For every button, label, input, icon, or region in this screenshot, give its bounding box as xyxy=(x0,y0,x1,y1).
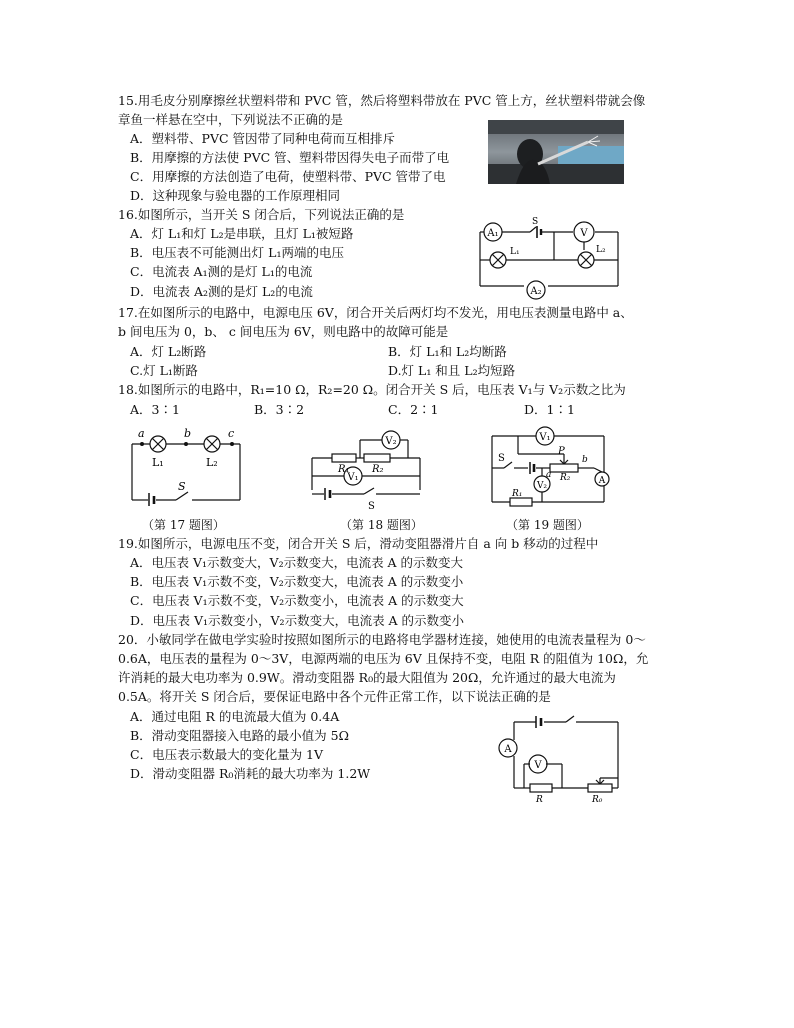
q17-point-b-label: b xyxy=(184,427,192,440)
q19-end-b-label: b xyxy=(582,455,588,465)
q19-option-b[interactable]: B．电压表 V₁示数不变，V₂示数变大，电流表 A 的示数变小 xyxy=(130,574,464,589)
q17-switch-label: S xyxy=(178,480,186,493)
q17-option-a[interactable]: A．灯 L₂断路 xyxy=(130,344,207,359)
q20-stem-line1: 20．小敏同学在做电学实验时按照如图所示的电路将电学器材连接，她使用的电流表量程为 0～ xyxy=(118,632,646,647)
q17-circuit-diagram xyxy=(124,424,248,506)
q19-ammeter-label: A xyxy=(598,476,606,486)
q18-stem: 18.如图所示的电路中，R₁=10 Ω，R₂=20 Ω。闭合开关 S 后，电压表 V₁与 V₂示数之比为 xyxy=(118,382,626,397)
q19-resistor-r1-label: R₁ xyxy=(512,489,523,499)
q16-switch-label: S xyxy=(532,217,539,227)
q19-slider-p-label: P xyxy=(558,446,565,457)
q19-end-a-label: a xyxy=(546,470,552,480)
q16-option-c[interactable]: C．电流表 A₁测的是灯 L₁的电流 xyxy=(130,264,313,279)
q17-lamp-l1-label: L₁ xyxy=(152,456,164,469)
q20-circuit-diagram xyxy=(494,708,624,804)
q18-option-b[interactable]: B．3∶2 xyxy=(254,402,305,417)
q17-stem-line2: b 间电压为 0，b、 c 间电压为 6V，则电路中的故障可能是 xyxy=(118,324,449,339)
q15-option-a[interactable]: A．塑料带、PVC 管因带了同种电荷而互相排斥 xyxy=(130,131,396,146)
q19-stem: 19.如图所示，电源电压不变，闭合开关 S 后，滑动变阻器滑片自 a 向 b 移动的过程中 xyxy=(118,536,599,551)
q17-point-c-label: c xyxy=(228,427,235,440)
q19-switch-label: S xyxy=(498,453,505,464)
q16-circuit-diagram xyxy=(474,214,624,302)
q20-option-c[interactable]: C．电压表示数最大的变化量为 1V xyxy=(130,747,324,762)
q18-voltmeter-v1-label: V₁ xyxy=(347,472,359,483)
q18-resistor-r1-label: R₁ xyxy=(338,464,350,475)
q19-circuit-diagram xyxy=(484,424,614,510)
q17-option-d[interactable]: D.灯 L₁ 和且 L₂均短路 xyxy=(388,363,516,378)
q15-stem-line2: 章鱼一样悬在空中，下列说法不正确的是 xyxy=(118,112,344,127)
q17-stem-line1: 17.在如图所示的电路中，电源电压 6V，闭合开关后两灯均不发光，用电压表测量电路中 a、 xyxy=(118,305,633,320)
q18-voltmeter-v2-label: V₂ xyxy=(385,436,397,447)
q20-option-d[interactable]: D．滑动变阻器 R₀消耗的最大功率为 1.2W xyxy=(130,766,371,781)
q19-rheostat-r2-label: R₂ xyxy=(560,473,571,483)
q19-option-c[interactable]: C．电压表 V₁示数不变，V₂示数变小，电流表 A 的示数变大 xyxy=(130,593,464,608)
q18-circuit-diagram xyxy=(304,428,428,510)
q20-option-a[interactable]: A．通过电阻 R 的电流最大值为 0.4A xyxy=(130,709,340,724)
q17-lamp-l2-label: L₂ xyxy=(206,456,218,469)
q18-resistor-r2-label: R₂ xyxy=(372,464,384,475)
q15-option-b[interactable]: B．用摩擦的方法使 PVC 管、塑料带因得失电子而带了电 xyxy=(130,150,450,165)
q19-caption: （第 19 题图） xyxy=(506,518,589,532)
q16-option-a[interactable]: A．灯 L₁和灯 L₂是串联，且灯 L₁被短路 xyxy=(130,226,354,241)
q16-lamp-l1-label: L₁ xyxy=(510,247,520,257)
q16-voltmeter-label: V xyxy=(580,228,588,239)
q17-option-c[interactable]: C.灯 L₁断路 xyxy=(130,363,198,378)
q20-rheostat-r0-label: R₀ xyxy=(592,795,603,804)
q18-option-d[interactable]: D．1∶1 xyxy=(524,402,575,417)
q20-resistor-r-label: R xyxy=(536,795,543,804)
q15-stem-line1: 15.用毛皮分别摩擦丝状塑料带和 PVC 管，然后将塑料带放在 PVC 管上方，丝状塑料带就会像 xyxy=(118,93,646,108)
q20-option-b[interactable]: B．滑动变阻器接入电路的最小值为 5Ω xyxy=(130,728,349,743)
q20-ammeter-label: A xyxy=(504,744,512,755)
q20-stem-line2: 0.6A，电压表的量程为 0～3V，电源两端的电压为 6V 且保持不变，电阻 R 的阻值为 10Ω，允 xyxy=(118,651,649,666)
q19-option-a[interactable]: A．电压表 V₁示数变大，V₂示数变大，电流表 A 的示数变大 xyxy=(130,555,464,570)
q16-ammeter-a1-label: A₁ xyxy=(487,228,499,239)
q16-option-b[interactable]: B．电压表不可能测出灯 L₁两端的电压 xyxy=(130,245,344,260)
q16-option-d[interactable]: D．电流表 A₂测的是灯 L₂的电流 xyxy=(130,284,313,299)
q17-option-b[interactable]: B．灯 L₁和 L₂均断路 xyxy=(388,344,507,359)
q15-photo xyxy=(488,120,624,184)
q17-caption: （第 17 题图） xyxy=(142,518,225,532)
q17-point-a-label: a xyxy=(138,427,145,440)
q15-option-c[interactable]: C．用摩擦的方法创造了电荷，使塑料带、PVC 管带了电 xyxy=(130,169,446,184)
q20-stem-line3: 许消耗的最大电功率为 0.9W。滑动变阻器 R₀的最大阻值为 20Ω，允许通过的最大电流为 xyxy=(118,670,616,685)
q18-option-c[interactable]: C．2∶1 xyxy=(388,402,439,417)
q19-option-d[interactable]: D．电压表 V₁示数变小，V₂示数变大，电流表 A 的示数变小 xyxy=(130,613,465,628)
q20-stem-line4: 0.5A。将开关 S 闭合后，要保证电路中各个元件正常工作，以下说法正确的是 xyxy=(118,689,551,704)
q19-voltmeter-v1-label: V₁ xyxy=(539,432,551,443)
q18-switch-label: S xyxy=(368,501,375,510)
q18-caption: （第 18 题图） xyxy=(340,518,423,532)
q15-option-d[interactable]: D．这种现象与验电器的工作原理相同 xyxy=(130,188,341,203)
q18-option-a[interactable]: A．3∶1 xyxy=(130,402,180,417)
q16-lamp-l2-label: L₂ xyxy=(596,245,606,255)
q16-stem: 16.如图所示，当开关 S 闭合后，下列说法正确的是 xyxy=(118,207,405,222)
q19-voltmeter-v2-label: V₂ xyxy=(536,481,548,491)
q16-ammeter-a2-label: A₂ xyxy=(530,286,542,297)
q20-voltmeter-label: V xyxy=(534,760,542,771)
